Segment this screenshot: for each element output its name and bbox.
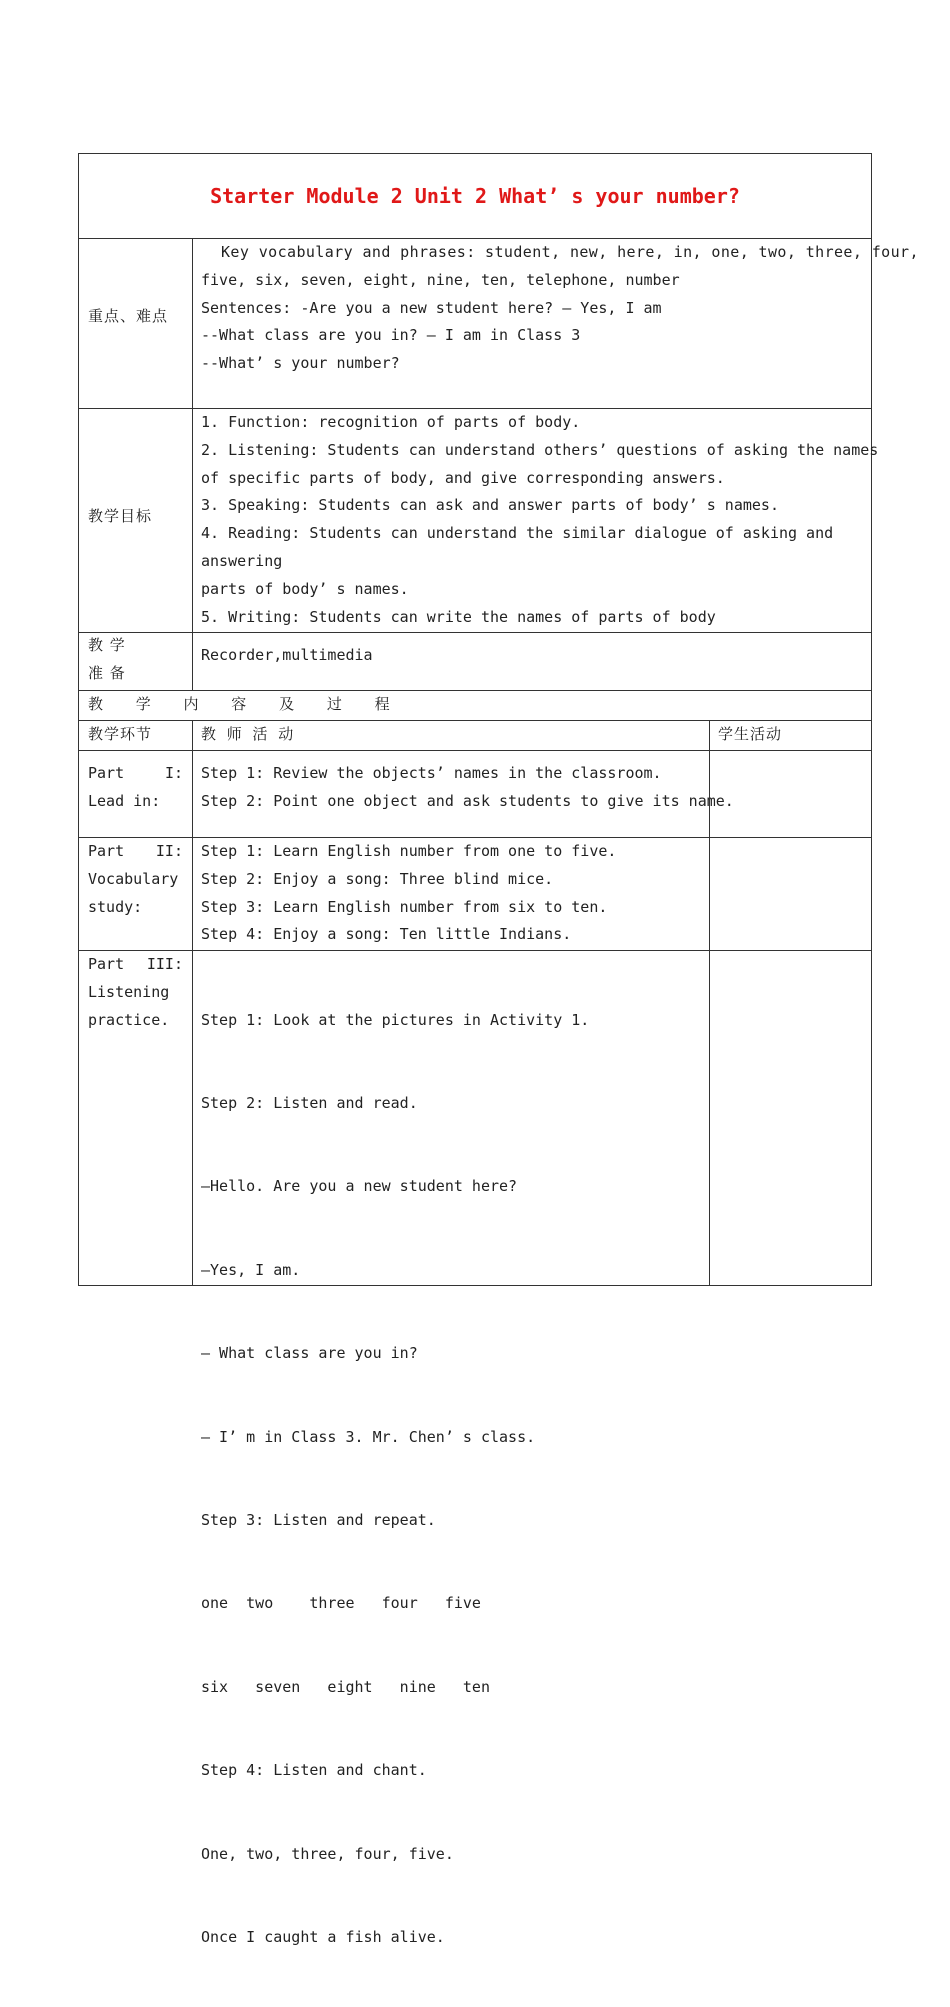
column-teacher: 教 师 活 动 xyxy=(201,725,297,743)
objective-line: parts of body’ s names. xyxy=(201,579,409,598)
process-header-row xyxy=(79,690,871,720)
dialogue-line: —Yes, I am. xyxy=(201,1260,301,1279)
preparation-value: Recorder,multimedia xyxy=(201,646,373,664)
step-line: Step 2: Enjoy a song: Three blind mice. xyxy=(201,869,554,888)
key-points-content xyxy=(201,239,919,378)
column-student: 学生活动 xyxy=(718,725,783,743)
step-line: Step 4: Listen and chant. xyxy=(201,1761,427,1780)
objective-line: 1. Function: recognition of parts of body. xyxy=(201,413,581,431)
objectives-content xyxy=(201,409,879,631)
objective-line: 4. Reading: Students can understand the similar dialogue of asking and xyxy=(201,524,834,543)
dialogue-line: —Hello. Are you a new student here? xyxy=(201,1177,518,1196)
preparation-label: 教 学 xyxy=(88,636,126,654)
step-line: Step 2: Listen and read. xyxy=(201,1093,418,1112)
number-line: one two three four five xyxy=(201,1594,481,1613)
key-points-label: 重点、难点 xyxy=(88,307,169,325)
step-line: Step 2: Point one object and ask students to give its name. xyxy=(201,791,734,810)
part-3-student-cell xyxy=(709,951,871,1285)
part-3-row xyxy=(79,950,871,1946)
part-1-stage: Part I: Lead in: xyxy=(88,764,183,810)
key-points-line: Sentences: -Are you a new student here? – Yes, I am xyxy=(201,298,662,317)
objectives-row xyxy=(79,408,879,632)
part-1-steps xyxy=(201,760,734,816)
part-2-stage: Part II: Vocabulary study: xyxy=(88,842,183,916)
chant-line: Once I caught a fish alive. xyxy=(201,1927,445,1946)
objective-line: 3. Speaking: Students can ask and answer parts of body’ s names. xyxy=(201,496,779,515)
step-line: Step 3: Listen and repeat. xyxy=(201,1510,436,1529)
step-line: Step 1: Look at the pictures in Activity 1. xyxy=(201,1010,590,1029)
part-1-row xyxy=(79,750,871,837)
part-3-stage: Part III: Listening practice. xyxy=(88,955,183,1029)
column-header-row xyxy=(79,720,871,750)
key-points-line: --What class are you in? – I am in Class 3 xyxy=(201,326,581,345)
objective-line: answering xyxy=(201,551,283,570)
number-line: six seven eight nine ten xyxy=(201,1677,490,1696)
part-2-student-cell xyxy=(709,838,871,950)
column-stage: 教学环节 xyxy=(88,725,153,743)
process-header: 教 学 内 容 及 过 程 xyxy=(88,695,404,713)
dialogue-line: — I’ m in Class 3. Mr. Chen’ s class. xyxy=(201,1427,536,1446)
part-1-student-cell xyxy=(709,751,871,837)
preparation-label: 准 备 xyxy=(88,664,126,682)
key-points-row xyxy=(79,238,919,408)
chant-line: One, two, three, four, five. xyxy=(201,1844,454,1863)
part-3-steps xyxy=(201,951,701,2007)
part-2-row xyxy=(79,837,871,950)
objective-line: 2. Listening: Students can understand others’ questions of asking the names xyxy=(201,440,879,459)
step-line: Step 1: Learn English number from one to five. xyxy=(201,842,617,860)
lesson-plan-table xyxy=(78,153,919,1946)
objectives-label: 教学目标 xyxy=(88,507,153,525)
objective-line: 5. Writing: Students can write the names of parts of body xyxy=(201,607,716,626)
key-points-line: five, six, seven, eight, nine, ten, telephone, number xyxy=(201,270,680,289)
step-line: Step 4: Enjoy a song: Ten little Indians. xyxy=(201,925,572,944)
part-2-steps xyxy=(201,838,701,949)
key-points-line: --What’ s your number? xyxy=(201,354,400,373)
dialogue-line: — What class are you in? xyxy=(201,1344,418,1363)
step-line: Step 1: Review the objects’ names in the classroom. xyxy=(201,764,662,782)
preparation-row xyxy=(79,632,871,690)
key-points-line: Key vocabulary and phrases: student, new, here, in, one, two, three, four, xyxy=(221,243,919,261)
objective-line: of specific parts of body, and give corresponding answers. xyxy=(201,468,725,487)
page-title: Starter Module 2 Unit 2 What’ s your number? xyxy=(210,184,740,208)
step-line: Step 3: Learn English number from six to ten. xyxy=(201,897,608,916)
